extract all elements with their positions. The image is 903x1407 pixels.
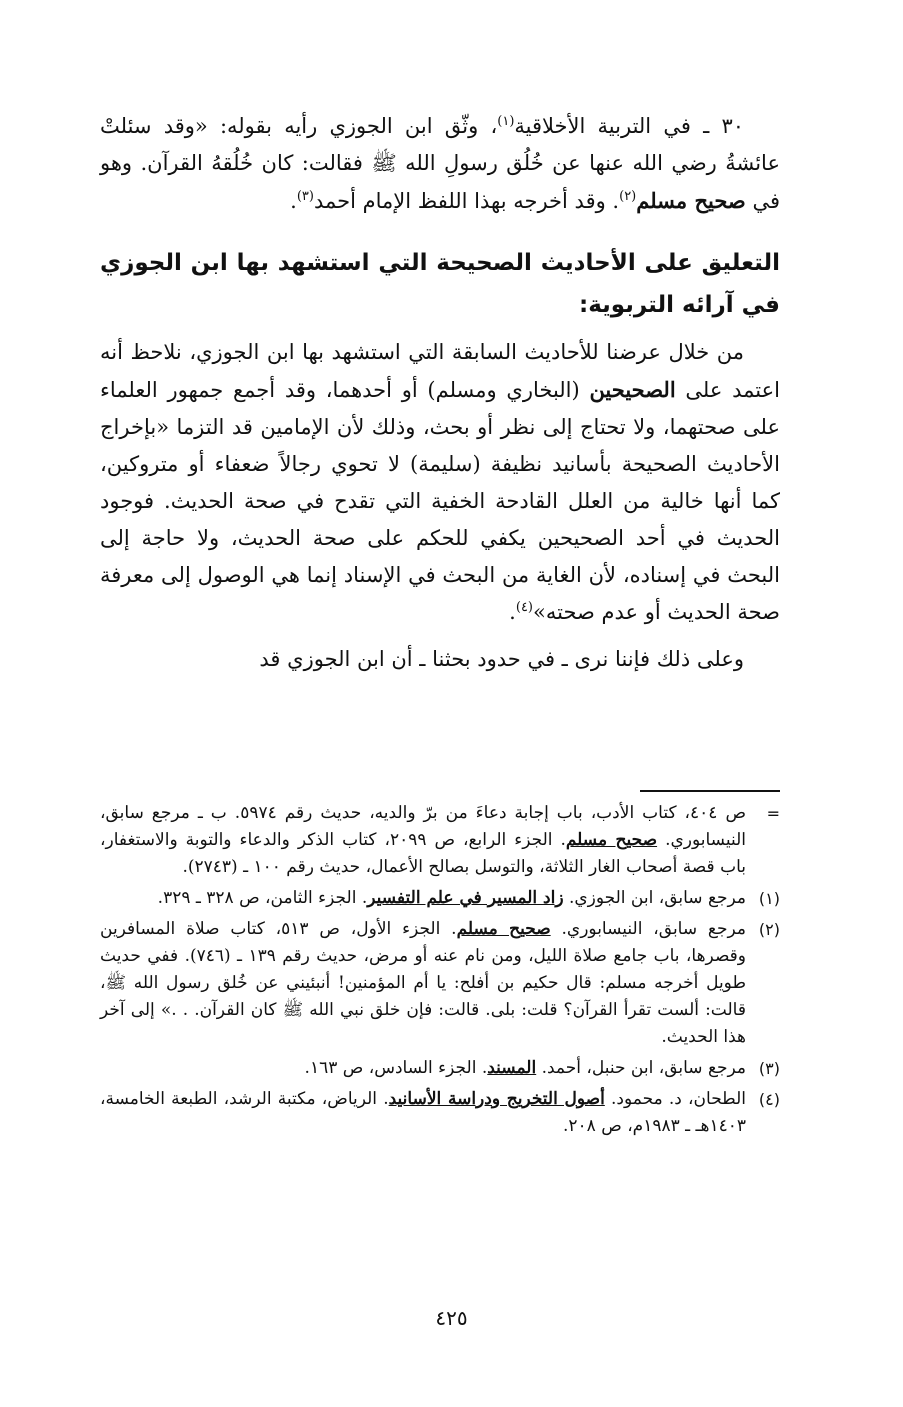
fn3-title: المسند [487, 1058, 537, 1078]
page-number: ٤٢٥ [435, 1306, 468, 1330]
p1-text-e: . [290, 189, 297, 213]
fn4-a: الطحان، د. محمود. [611, 1089, 747, 1109]
p1-text-d: . وقد أخرجه بهذا اللفظ الإمام أحمد [313, 189, 620, 213]
footnote-2-body [100, 916, 746, 1051]
p1-book-title: صحيح مسلم [636, 188, 746, 213]
fn1-title: زاد المسير في علم التفسير [367, 888, 564, 908]
footnote-continued-body [100, 800, 746, 881]
footnote-ref-3[interactable]: (٣) [296, 189, 314, 204]
footnote-4 [100, 1086, 780, 1140]
fn3-c: . الجزء السادس، ص ١٦٣. [304, 1058, 488, 1078]
p2-sahihayn: الصحيحين [589, 377, 676, 402]
footnotes [100, 800, 780, 1144]
fn2-a: مرجع سابق، النيسابوري. [561, 919, 746, 939]
footnote-3-number: (٣) [758, 1059, 780, 1078]
footnote-1-number: (١) [758, 889, 780, 908]
fn1-a: مرجع سابق، ابن الجوزي. [568, 888, 746, 908]
fn2-title: صحيح مسلم [456, 919, 551, 939]
footnote-2 [100, 916, 780, 1051]
paragraph-continuation: وعلى ذلك فإننا نرى ـ في حدود بحثنا ـ أن ابن الجوزي قد [259, 647, 744, 671]
footnote-3-body [100, 1055, 746, 1082]
fn-cont-title: صحيح مسلم [565, 830, 658, 850]
footnote-1 [100, 885, 780, 912]
fn2-d: ففي حديث طويل أخرجه مسلم: قال حكيم بن أفلح: يا أم المؤمنين! أنبئيني عن خُلق رسول الله ﷺ، قالت: ألست تقرأ القرآن؟ قلت: بلى. قالت: فإن خلق نبي الله ﷺ كان القرآن. . .» إلى آخر هذا الحديث. [100, 946, 746, 1047]
fn-cont-c: . الجزء الرابع، ص ٢٠٩٩، كتاب الذكر والدعاء والتوبة والاستغفار، باب قصة أصحاب الغار الثلاثة، والتوسل بصالح الأعمال، حديث رقم ١٠٠ ـ (٢٧٤٣). [100, 830, 746, 877]
p2-text-d: . [509, 600, 516, 624]
p1-text-b: ، وثّق ابن الجوزي رأيه بقوله: «وقد سئلتْ عائشةُ رضي الله عنها عن خُلُق رسولِ الله ﷺ فقالت: كان خُلُقهُ القرآن. وهو في [100, 114, 780, 213]
fn3-a: مرجع سابق، ابن حنبل، أحمد. [541, 1058, 746, 1078]
footnote-continued [100, 800, 780, 881]
footnote-ref-2[interactable]: (٢) [619, 189, 637, 204]
footnote-4-body [100, 1086, 746, 1140]
footnote-ref-4[interactable]: (٤) [515, 600, 533, 615]
p2-text-a: من خلال عرضنا للأحاديث السابقة التي استشهد بها ابن الجوزي، نلاحظ أنه اعتمد على [100, 340, 780, 402]
paragraph-30 [100, 108, 780, 220]
paragraph-commentary [100, 334, 780, 631]
p1-text-a: ٣٠ ـ في التربية الأخلاقية [514, 114, 744, 138]
fn4-c: . الرياض، مكتبة الرشد، الطبعة الخامسة، ١٤٠٣هـ ـ ١٩٨٣م، ص ٢٠٨. [100, 1089, 746, 1136]
footnote-separator [640, 790, 780, 792]
footnote-4-number: (٤) [758, 1090, 780, 1109]
fn2-c: . الجزء الأول، ص ٥١٣، كتاب صلاة المسافرين وقصرها، باب جامع صلاة الليل، ومن نام عنه أو مرض، حديث رقم ١٣٩ ـ (٧٤٦). [100, 919, 747, 966]
fn-cont-a: ص ٤٠٤، كتاب الأدب، باب إجابة دعاءَ من برّ والديه، حديث رقم ٥٩٧٤. ب ـ مرجع سابق، النيسابوري. [100, 803, 747, 850]
fn4-title: أصول التخريج ودراسة الأسانيد [388, 1089, 605, 1109]
footnote-ref-1[interactable]: (١) [497, 114, 515, 129]
p2-text-c: (البخاري ومسلم) أو أحدهما، وقد أجمع جمهور العلماء على صحتهما، ولا تحتاج إلى نظر أو بحث، وذلك لأن الإمامين قد التزما «بإخراج الأحاديث الصحيحة بأسانيد نظيفة (سليمة) لا تحوي رجالاً ضعفاء أو متروكين، كما أنها خالية من العلل القادحة الخفية التي تقدح في صحة الحديث. فوجود الحديث في أحد الصحيحين يكفي للحكم على صحة الحديث، ولا حاجة إلى البحث في إسناده، لأن الغاية من البحث في الإسناد إنما هي الوصول إلى معرفة صحة الحديث أو عدم صحته» [100, 378, 780, 624]
main-text [100, 108, 780, 678]
footnote-3 [100, 1055, 780, 1082]
footnote-2-number: (٢) [758, 920, 780, 939]
footnote-1-body [100, 885, 746, 912]
footnote-continued-marker: = [766, 804, 780, 823]
section-heading: التعليق على الأحاديث الصحيحة التي استشهد بها ابن الجوزي في آرائه التربوية: [100, 250, 780, 318]
fn1-c: . الجزء الثامن، ص ٣٢٨ ـ ٣٢٩. [157, 888, 368, 908]
